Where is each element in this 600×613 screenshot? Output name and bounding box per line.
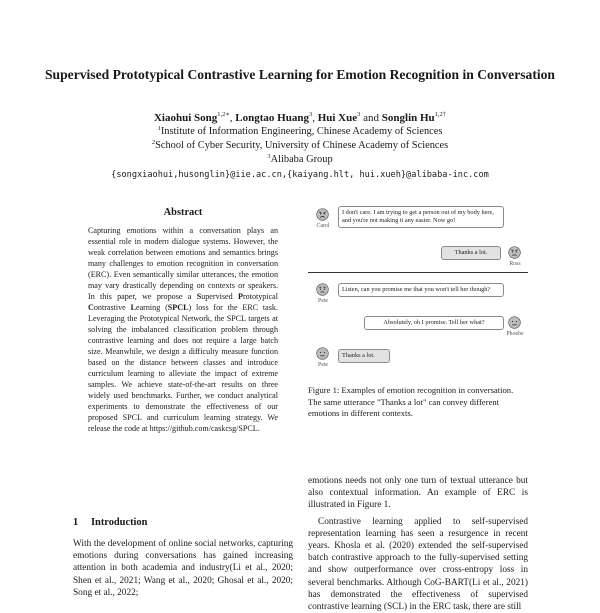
author-separator: ,	[312, 112, 318, 124]
frowning-face-icon	[508, 246, 521, 259]
abstract-heading: Abstract	[163, 207, 203, 218]
speaker-label: Ross	[509, 261, 521, 267]
spcl-letter: C	[88, 303, 94, 312]
author-emails: {songxiaohui,husonglin}@iie.ac.cn,{kaiyang.hlt, hui.xueh}@alibaba-inc.com	[111, 170, 489, 180]
author-name: Songlin Hu	[381, 112, 435, 124]
figure-divider	[308, 272, 528, 273]
author-name: Longtao Huang	[235, 112, 309, 124]
affiliation-sup: 1	[157, 125, 161, 132]
utterance-bubble: Listen, can you promise me that you won't tell her though?	[338, 283, 504, 297]
right-column-text	[308, 475, 528, 613]
spcl-word: ontrastive	[93, 303, 131, 312]
spcl-word: earning	[136, 303, 161, 312]
author-name: Hui Xue	[317, 112, 358, 124]
worried-face-icon	[316, 283, 329, 296]
figure-1	[308, 201, 528, 381]
author-and: and	[360, 112, 382, 124]
speaker-label: Pete	[318, 298, 328, 304]
abstract-text: loss for the ERC task. Leveraging the Prototypical Network, the SPCL targets at solving the imbalanced classification problem through contrastive learning and does not require a large batch size. Meanwhile, we design a difficulty measure function based on the distance between classes and introduce curriculum learning to alleviate the impact of extreme samples. We achieve state-of-the-art results on three widely used benchmarks. Further, we conduct analytical experiments to demonstrate the effectiveness of our proposed SPCL and curriculum learning strategy. We release the code at https://github.com/caskcsg/SPCL.	[88, 303, 278, 433]
affiliation	[40, 153, 560, 166]
author-sup: 3	[308, 111, 313, 118]
neutral-face-icon	[316, 347, 329, 360]
affiliation-text: School of Cyber Security, University of Chinese Academy of Sciences	[155, 140, 449, 151]
author-sup: 1,2†	[434, 111, 447, 118]
affiliation-sup: 3	[267, 153, 271, 160]
spcl-word: rototypical	[242, 292, 279, 301]
abstract-body: Capturing emotions within a conversation plays an essential role in modern dialogue systems. However, the weak correlation between emotions and semantics brings many challenges to emotion recognition in conversation (ERC). Even semantically similar utterances, the emotion may vary drastically depending on contexts or speakers. In this paper, we propose a Supervised Prototypical Contrastive Learning (SPCL) loss for the ERC task. Leveraging the Prototypical Network, the SPCL targets at solving the imbalanced classification problem through contrastive learning and does not require a large batch size. Meanwhile, we design a difficulty measure function based on the distance between classes and introduce curriculum learning to alleviate the impact of extreme samples. We achieve state-of-the-art results on three widely used benchmarks. Further, we conduct analytical experiments to demonstrate the effectiveness of our proposed SPCL and curriculum learning strategy. We release the code at https://github.com/caskcsg/SPCL.	[88, 226, 279, 433]
affiliation	[40, 139, 560, 152]
spcl-abbr: SPCL	[167, 303, 189, 312]
speaker-label: Pete	[318, 362, 328, 368]
figure-caption: Figure 1: Examples of emotion recognition in conversation. The same utterance "Thanks a lot" can convey different emotions in different contexts.	[308, 385, 514, 418]
utterance-bubble: Thanks a lot.	[338, 349, 390, 363]
angry-face-icon	[316, 208, 329, 221]
spcl-word: upervised	[201, 292, 238, 301]
affiliation	[40, 125, 560, 138]
author-sup: 3	[357, 111, 361, 118]
utterance-bubble: I don't care. I am trying to get a person out of my body here, and you're not making it any easier. Now go!	[338, 206, 504, 228]
speaker-label: Carol	[316, 223, 330, 229]
neutral-face-icon	[508, 316, 521, 329]
section-heading	[73, 517, 147, 528]
spcl-letter: P	[238, 292, 243, 301]
spcl-letter: L	[130, 303, 136, 312]
affiliation-text: Alibaba Group	[270, 154, 333, 165]
affiliation-text: Institute of Information Engineering, Chinese Academy of Sciences	[160, 126, 443, 137]
author-name: Xiaohui Song	[153, 112, 218, 124]
author-separator: ,	[229, 112, 236, 124]
intro-paragraph: With the development of online social networks, capturing emotions during conversations has gained increasing attention in both academia and industry(Li et al., 2020; Shen et al., 2021; Wang et al., 2020; Ghosal et al., 2020; Song et al., 2022;	[73, 539, 293, 598]
utterance-bubble: Absolutely, oh I promise. Tell her what?	[364, 316, 504, 330]
paragraph: Contrastive learning applied to self-supervised representation learning has seen a resurgence in recent years. Khosla et al. (2020) extended the self-supervised batch contrastive approach to the fully-supervised setting and show outperformance over cross-entropy loss in several benchmarks. Although CoG-BART(Li et al., 2021) has demonstrated the effectiveness of supervised contrastive learning (SCL) in the ERC task, there are still	[308, 516, 528, 613]
paper-title: Supervised Prototypical Contrastive Learning for Emotion Recognition in Conversation	[44, 67, 555, 82]
section-title: Introduction	[91, 517, 148, 528]
author-list	[40, 111, 560, 125]
spcl-letter: S	[196, 292, 202, 301]
section-number: 1	[73, 517, 79, 528]
abstract-text: Capturing emotions within a conversation plays an essential role in modern dialogue systems. However, the weak correlation between emotions and semantics brings many challenges to emotion recognition in conversation (ERC). Even semantically similar utterances, the emotion may vary drastically depending on contexts or speakers. In this paper, we propose a	[88, 226, 278, 301]
affiliation-sup: 2	[151, 139, 156, 146]
utterance-bubble: Thanks a lot.	[441, 246, 501, 260]
speaker-label: Phoebe	[506, 331, 524, 337]
author-sup: 1,2∗	[217, 111, 230, 118]
paragraph: emotions needs not only one turn of textual utterance but also contextual information. An example of ERC is illustrated in Figure 1.	[308, 476, 528, 511]
